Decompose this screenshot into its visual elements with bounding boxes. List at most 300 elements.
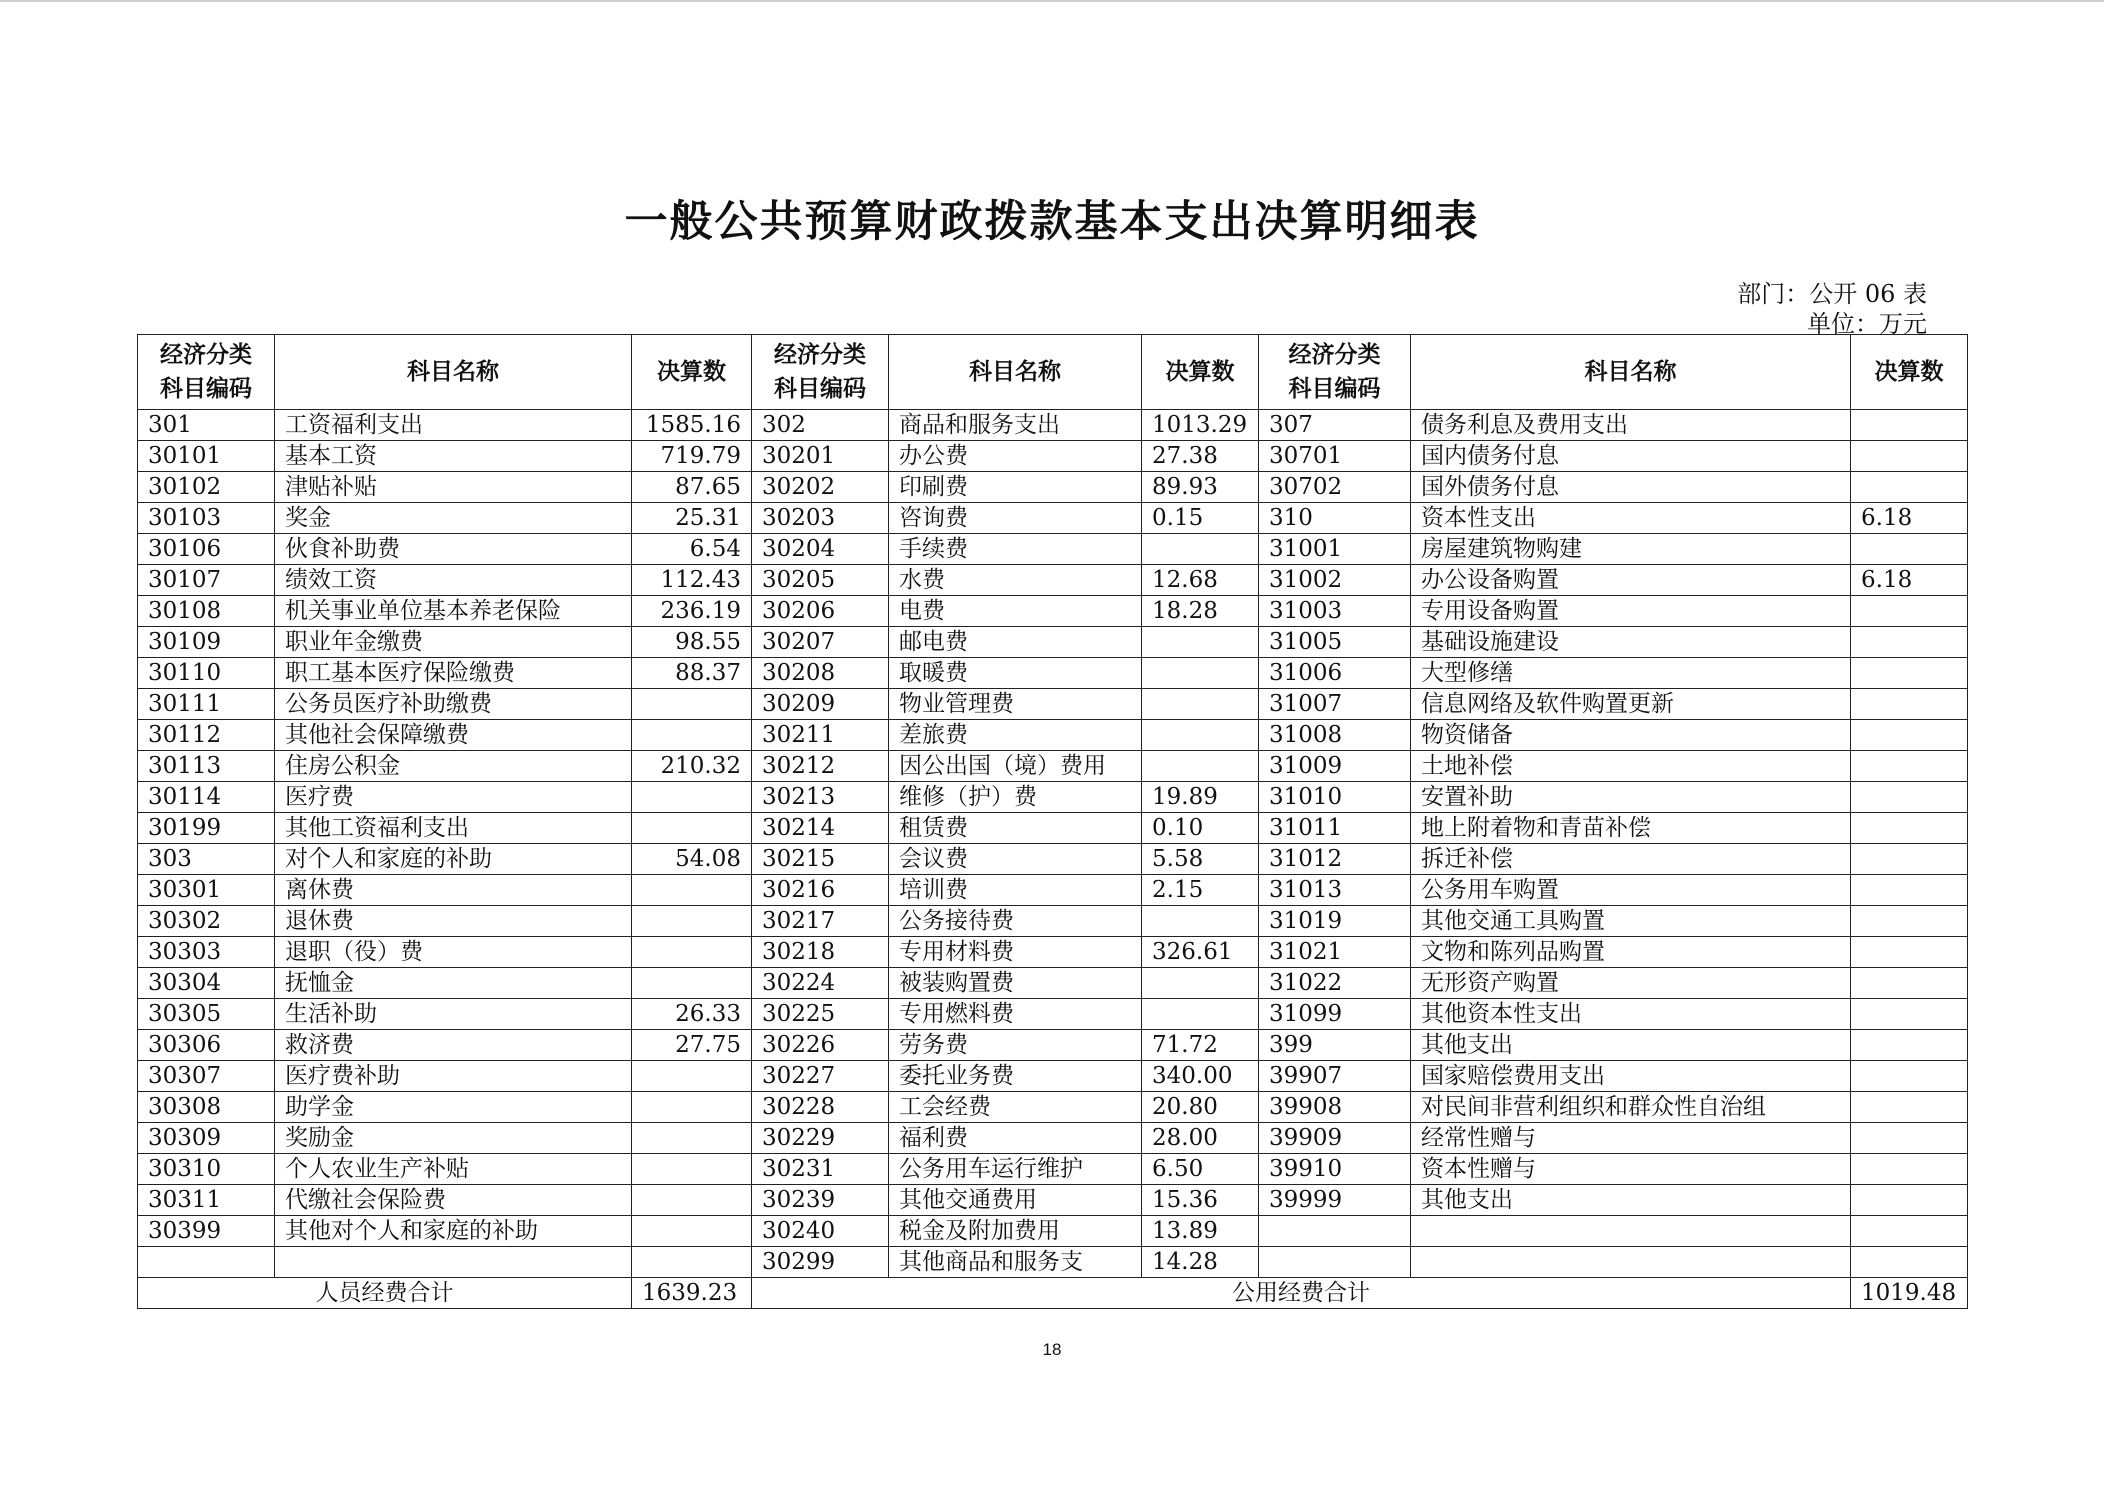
public-total-value: 1019.48 bbox=[1851, 1278, 1968, 1309]
header-code-1: 经济分类 科目编码 bbox=[138, 335, 275, 410]
amount-cell: 236.19 bbox=[632, 596, 752, 627]
amount-cell bbox=[1851, 1247, 1968, 1278]
name-cell: 办公费 bbox=[889, 441, 1142, 472]
table-row bbox=[138, 627, 1968, 658]
code-cell: 30229 bbox=[752, 1123, 889, 1154]
code-cell: 30114 bbox=[138, 782, 275, 813]
name-cell: 职业年金缴费 bbox=[275, 627, 632, 658]
name-cell: 住房公积金 bbox=[275, 751, 632, 782]
amount-cell bbox=[1851, 410, 1968, 441]
amount-cell: 112.43 bbox=[632, 565, 752, 596]
code-cell: 30102 bbox=[138, 472, 275, 503]
name-cell: 公务用车购置 bbox=[1411, 875, 1851, 906]
name-cell: 印刷费 bbox=[889, 472, 1142, 503]
code-cell: 30204 bbox=[752, 534, 889, 565]
amount-cell bbox=[632, 1061, 752, 1092]
code-cell: 30303 bbox=[138, 937, 275, 968]
code-cell: 30225 bbox=[752, 999, 889, 1030]
table-row bbox=[138, 1185, 1968, 1216]
code-cell: 30215 bbox=[752, 844, 889, 875]
amount-cell bbox=[632, 968, 752, 999]
code-cell: 30217 bbox=[752, 906, 889, 937]
amount-cell: 28.00 bbox=[1142, 1123, 1259, 1154]
table-row bbox=[138, 906, 1968, 937]
amount-cell: 6.54 bbox=[632, 534, 752, 565]
code-cell: 39907 bbox=[1259, 1061, 1411, 1092]
code-cell: 30311 bbox=[138, 1185, 275, 1216]
personnel-total-label: 人员经费合计 bbox=[138, 1278, 632, 1309]
name-cell bbox=[275, 1247, 632, 1278]
amount-cell bbox=[1851, 844, 1968, 875]
amount-cell bbox=[632, 782, 752, 813]
code-cell: 30305 bbox=[138, 999, 275, 1030]
name-cell: 租赁费 bbox=[889, 813, 1142, 844]
table-row bbox=[138, 813, 1968, 844]
amount-cell: 20.80 bbox=[1142, 1092, 1259, 1123]
table-row bbox=[138, 534, 1968, 565]
name-cell: 其他交通费用 bbox=[889, 1185, 1142, 1216]
name-cell: 国外债务付息 bbox=[1411, 472, 1851, 503]
top-border-line bbox=[0, 0, 2104, 2]
name-cell: 对个人和家庭的补助 bbox=[275, 844, 632, 875]
code-cell: 30216 bbox=[752, 875, 889, 906]
name-cell: 代缴社会保险费 bbox=[275, 1185, 632, 1216]
table-row bbox=[138, 472, 1968, 503]
table-row bbox=[138, 1092, 1968, 1123]
header-code-2: 经济分类 科目编码 bbox=[752, 335, 889, 410]
code-cell: 31007 bbox=[1259, 689, 1411, 720]
name-cell: 信息网络及软件购置更新 bbox=[1411, 689, 1851, 720]
amount-cell bbox=[1851, 1123, 1968, 1154]
amount-cell bbox=[1851, 906, 1968, 937]
code-cell: 30399 bbox=[138, 1216, 275, 1247]
code-cell: 30702 bbox=[1259, 472, 1411, 503]
amount-cell: 6.50 bbox=[1142, 1154, 1259, 1185]
code-cell: 30227 bbox=[752, 1061, 889, 1092]
amount-cell bbox=[1851, 999, 1968, 1030]
amount-cell: 15.36 bbox=[1142, 1185, 1259, 1216]
code-cell: 31005 bbox=[1259, 627, 1411, 658]
code-cell: 30304 bbox=[138, 968, 275, 999]
amount-cell bbox=[1851, 720, 1968, 751]
name-cell: 基础设施建设 bbox=[1411, 627, 1851, 658]
name-cell: 债务利息及费用支出 bbox=[1411, 410, 1851, 441]
name-cell: 电费 bbox=[889, 596, 1142, 627]
amount-cell bbox=[1851, 751, 1968, 782]
amount-cell: 1585.16 bbox=[632, 410, 752, 441]
table-row bbox=[138, 503, 1968, 534]
page-title: 一般公共预算财政拨款基本支出决算明细表 bbox=[624, 197, 1480, 247]
code-cell: 30231 bbox=[752, 1154, 889, 1185]
code-cell: 30213 bbox=[752, 782, 889, 813]
table-row bbox=[138, 1061, 1968, 1092]
code-cell bbox=[1259, 1247, 1411, 1278]
totals-row bbox=[138, 1278, 1968, 1309]
code-cell: 30103 bbox=[138, 503, 275, 534]
amount-cell bbox=[1851, 1216, 1968, 1247]
name-cell: 咨询费 bbox=[889, 503, 1142, 534]
name-cell: 绩效工资 bbox=[275, 565, 632, 596]
name-cell: 其他对个人和家庭的补助 bbox=[275, 1216, 632, 1247]
code-cell: 30302 bbox=[138, 906, 275, 937]
name-cell: 退休费 bbox=[275, 906, 632, 937]
code-cell: 30307 bbox=[138, 1061, 275, 1092]
code-cell: 30208 bbox=[752, 658, 889, 689]
expenditure-detail-table bbox=[137, 334, 1968, 1309]
code-cell: 31099 bbox=[1259, 999, 1411, 1030]
table-row bbox=[138, 410, 1968, 441]
amount-cell: 27.38 bbox=[1142, 441, 1259, 472]
unit-label: 单位：万元 bbox=[1807, 310, 1927, 338]
amount-cell bbox=[1851, 968, 1968, 999]
amount-cell: 26.33 bbox=[632, 999, 752, 1030]
amount-cell: 18.28 bbox=[1142, 596, 1259, 627]
code-cell: 30218 bbox=[752, 937, 889, 968]
code-cell: 30226 bbox=[752, 1030, 889, 1061]
amount-cell: 87.65 bbox=[632, 472, 752, 503]
amount-cell bbox=[632, 720, 752, 751]
name-cell: 文物和陈列品购置 bbox=[1411, 937, 1851, 968]
name-cell: 其他资本性支出 bbox=[1411, 999, 1851, 1030]
code-cell: 30240 bbox=[752, 1216, 889, 1247]
header-amount-2: 决算数 bbox=[1142, 335, 1259, 410]
name-cell: 物资储备 bbox=[1411, 720, 1851, 751]
code-cell: 30107 bbox=[138, 565, 275, 596]
name-cell: 土地补偿 bbox=[1411, 751, 1851, 782]
table-row bbox=[138, 565, 1968, 596]
amount-cell bbox=[1851, 472, 1968, 503]
code-cell: 31010 bbox=[1259, 782, 1411, 813]
table-row bbox=[138, 844, 1968, 875]
amount-cell bbox=[1851, 1030, 1968, 1061]
code-cell: 302 bbox=[752, 410, 889, 441]
name-cell: 助学金 bbox=[275, 1092, 632, 1123]
personnel-total-value: 1639.23 bbox=[632, 1278, 752, 1309]
code-cell: 31009 bbox=[1259, 751, 1411, 782]
amount-cell: 14.28 bbox=[1142, 1247, 1259, 1278]
code-cell: 31012 bbox=[1259, 844, 1411, 875]
name-cell: 因公出国（境）费用 bbox=[889, 751, 1142, 782]
code-cell: 30202 bbox=[752, 472, 889, 503]
header-name-1: 科目名称 bbox=[275, 335, 632, 410]
amount-cell: 0.15 bbox=[1142, 503, 1259, 534]
code-cell: 31001 bbox=[1259, 534, 1411, 565]
header-row bbox=[138, 335, 1968, 410]
amount-cell bbox=[1851, 1154, 1968, 1185]
amount-cell: 25.31 bbox=[632, 503, 752, 534]
name-cell: 福利费 bbox=[889, 1123, 1142, 1154]
name-cell: 其他支出 bbox=[1411, 1185, 1851, 1216]
code-cell: 30306 bbox=[138, 1030, 275, 1061]
amount-cell bbox=[1851, 658, 1968, 689]
amount-cell bbox=[632, 906, 752, 937]
name-cell: 对民间非营利组织和群众性自治组 bbox=[1411, 1092, 1851, 1123]
amount-cell bbox=[632, 937, 752, 968]
amount-cell bbox=[1142, 627, 1259, 658]
amount-cell bbox=[1142, 906, 1259, 937]
code-cell: 30112 bbox=[138, 720, 275, 751]
name-cell: 津贴补贴 bbox=[275, 472, 632, 503]
table-dept-label: 部门：公开 06 表 bbox=[1737, 280, 1927, 308]
name-cell: 医疗费 bbox=[275, 782, 632, 813]
table-row bbox=[138, 1123, 1968, 1154]
code-cell: 30199 bbox=[138, 813, 275, 844]
amount-cell bbox=[1851, 875, 1968, 906]
code-cell: 31013 bbox=[1259, 875, 1411, 906]
amount-cell: 719.79 bbox=[632, 441, 752, 472]
name-cell: 差旅费 bbox=[889, 720, 1142, 751]
name-cell: 其他社会保障缴费 bbox=[275, 720, 632, 751]
amount-cell bbox=[1142, 751, 1259, 782]
amount-cell: 6.18 bbox=[1851, 565, 1968, 596]
name-cell: 其他交通工具购置 bbox=[1411, 906, 1851, 937]
code-cell: 31002 bbox=[1259, 565, 1411, 596]
amount-cell bbox=[1142, 534, 1259, 565]
amount-cell: 27.75 bbox=[632, 1030, 752, 1061]
amount-cell bbox=[632, 689, 752, 720]
code-cell: 30239 bbox=[752, 1185, 889, 1216]
amount-cell: 2.15 bbox=[1142, 875, 1259, 906]
amount-cell bbox=[632, 1154, 752, 1185]
amount-cell bbox=[632, 875, 752, 906]
name-cell: 安置补助 bbox=[1411, 782, 1851, 813]
name-cell bbox=[1411, 1247, 1851, 1278]
amount-cell bbox=[1851, 1061, 1968, 1092]
table-row bbox=[138, 1030, 1968, 1061]
header-name-3: 科目名称 bbox=[1411, 335, 1851, 410]
amount-cell bbox=[1851, 782, 1968, 813]
name-cell: 国家赔偿费用支出 bbox=[1411, 1061, 1851, 1092]
code-cell: 39999 bbox=[1259, 1185, 1411, 1216]
name-cell: 水费 bbox=[889, 565, 1142, 596]
amount-cell: 340.00 bbox=[1142, 1061, 1259, 1092]
table-row bbox=[138, 782, 1968, 813]
amount-cell bbox=[1142, 689, 1259, 720]
code-cell: 31011 bbox=[1259, 813, 1411, 844]
table-row bbox=[138, 689, 1968, 720]
name-cell: 退职（役）费 bbox=[275, 937, 632, 968]
amount-cell bbox=[1851, 441, 1968, 472]
name-cell: 其他支出 bbox=[1411, 1030, 1851, 1061]
header-code-3: 经济分类 科目编码 bbox=[1259, 335, 1411, 410]
amount-cell bbox=[1142, 658, 1259, 689]
name-cell: 专用燃料费 bbox=[889, 999, 1142, 1030]
code-cell: 30203 bbox=[752, 503, 889, 534]
code-cell: 39910 bbox=[1259, 1154, 1411, 1185]
amount-cell bbox=[1851, 627, 1968, 658]
code-cell: 30299 bbox=[752, 1247, 889, 1278]
amount-cell bbox=[1851, 596, 1968, 627]
name-cell: 公务员医疗补助缴费 bbox=[275, 689, 632, 720]
header-name-2: 科目名称 bbox=[889, 335, 1142, 410]
code-cell: 39908 bbox=[1259, 1092, 1411, 1123]
page-number: 18 bbox=[1042, 1340, 1062, 1359]
name-cell: 培训费 bbox=[889, 875, 1142, 906]
name-cell: 公务接待费 bbox=[889, 906, 1142, 937]
amount-cell bbox=[1142, 968, 1259, 999]
name-cell: 维修（护）费 bbox=[889, 782, 1142, 813]
name-cell: 奖励金 bbox=[275, 1123, 632, 1154]
code-cell: 30310 bbox=[138, 1154, 275, 1185]
code-cell: 30201 bbox=[752, 441, 889, 472]
name-cell: 会议费 bbox=[889, 844, 1142, 875]
code-cell: 30106 bbox=[138, 534, 275, 565]
header-amount-3: 决算数 bbox=[1851, 335, 1968, 410]
code-cell: 30309 bbox=[138, 1123, 275, 1154]
name-cell: 资本性赠与 bbox=[1411, 1154, 1851, 1185]
name-cell: 物业管理费 bbox=[889, 689, 1142, 720]
name-cell: 专用设备购置 bbox=[1411, 596, 1851, 627]
name-cell: 救济费 bbox=[275, 1030, 632, 1061]
amount-cell: 210.32 bbox=[632, 751, 752, 782]
code-cell: 30224 bbox=[752, 968, 889, 999]
name-cell: 基本工资 bbox=[275, 441, 632, 472]
name-cell: 资本性支出 bbox=[1411, 503, 1851, 534]
amount-cell bbox=[1851, 937, 1968, 968]
name-cell: 无形资产购置 bbox=[1411, 968, 1851, 999]
name-cell: 劳务费 bbox=[889, 1030, 1142, 1061]
amount-cell: 5.58 bbox=[1142, 844, 1259, 875]
table-row bbox=[138, 937, 1968, 968]
name-cell: 公务用车运行维护 bbox=[889, 1154, 1142, 1185]
name-cell: 伙食补助费 bbox=[275, 534, 632, 565]
name-cell: 其他工资福利支出 bbox=[275, 813, 632, 844]
amount-cell bbox=[1142, 999, 1259, 1030]
amount-cell: 0.10 bbox=[1142, 813, 1259, 844]
code-cell: 30113 bbox=[138, 751, 275, 782]
code-cell: 31006 bbox=[1259, 658, 1411, 689]
code-cell: 30209 bbox=[752, 689, 889, 720]
code-cell: 307 bbox=[1259, 410, 1411, 441]
code-cell: 30228 bbox=[752, 1092, 889, 1123]
name-cell: 委托业务费 bbox=[889, 1061, 1142, 1092]
amount-cell bbox=[1851, 1092, 1968, 1123]
code-cell: 31022 bbox=[1259, 968, 1411, 999]
amount-cell bbox=[632, 1092, 752, 1123]
amount-cell: 71.72 bbox=[1142, 1030, 1259, 1061]
name-cell: 税金及附加费用 bbox=[889, 1216, 1142, 1247]
name-cell: 工会经费 bbox=[889, 1092, 1142, 1123]
table-row bbox=[138, 441, 1968, 472]
amount-cell bbox=[632, 1185, 752, 1216]
amount-cell bbox=[1142, 720, 1259, 751]
amount-cell bbox=[1851, 1185, 1968, 1216]
code-cell: 310 bbox=[1259, 503, 1411, 534]
code-cell: 31019 bbox=[1259, 906, 1411, 937]
name-cell: 邮电费 bbox=[889, 627, 1142, 658]
table-row bbox=[138, 1247, 1968, 1278]
name-cell: 房屋建筑物购建 bbox=[1411, 534, 1851, 565]
code-cell: 30110 bbox=[138, 658, 275, 689]
amount-cell: 54.08 bbox=[632, 844, 752, 875]
table-row bbox=[138, 751, 1968, 782]
code-cell: 399 bbox=[1259, 1030, 1411, 1061]
amount-cell: 88.37 bbox=[632, 658, 752, 689]
name-cell: 办公设备购置 bbox=[1411, 565, 1851, 596]
code-cell: 30206 bbox=[752, 596, 889, 627]
name-cell: 机关事业单位基本养老保险 bbox=[275, 596, 632, 627]
table-row bbox=[138, 875, 1968, 906]
code-cell: 30214 bbox=[752, 813, 889, 844]
amount-cell bbox=[632, 1247, 752, 1278]
amount-cell: 89.93 bbox=[1142, 472, 1259, 503]
amount-cell: 98.55 bbox=[632, 627, 752, 658]
table-row bbox=[138, 596, 1968, 627]
code-cell bbox=[138, 1247, 275, 1278]
name-cell: 国内债务付息 bbox=[1411, 441, 1851, 472]
table-row bbox=[138, 720, 1968, 751]
code-cell: 39909 bbox=[1259, 1123, 1411, 1154]
amount-cell bbox=[632, 1123, 752, 1154]
code-cell: 30101 bbox=[138, 441, 275, 472]
code-cell: 30308 bbox=[138, 1092, 275, 1123]
name-cell: 职工基本医疗保险缴费 bbox=[275, 658, 632, 689]
table-row bbox=[138, 1216, 1968, 1247]
table-row bbox=[138, 658, 1968, 689]
header-amount-1: 决算数 bbox=[632, 335, 752, 410]
name-cell: 拆迁补偿 bbox=[1411, 844, 1851, 875]
name-cell: 手续费 bbox=[889, 534, 1142, 565]
name-cell: 大型修缮 bbox=[1411, 658, 1851, 689]
code-cell: 31003 bbox=[1259, 596, 1411, 627]
public-total-label: 公用经费合计 bbox=[752, 1278, 1851, 1309]
code-cell: 30301 bbox=[138, 875, 275, 906]
amount-cell bbox=[632, 1216, 752, 1247]
amount-cell: 12.68 bbox=[1142, 565, 1259, 596]
table-row bbox=[138, 1154, 1968, 1185]
amount-cell bbox=[1851, 813, 1968, 844]
amount-cell bbox=[1851, 689, 1968, 720]
code-cell: 30212 bbox=[752, 751, 889, 782]
name-cell: 其他商品和服务支 bbox=[889, 1247, 1142, 1278]
code-cell bbox=[1259, 1216, 1411, 1247]
table-row bbox=[138, 999, 1968, 1030]
name-cell: 奖金 bbox=[275, 503, 632, 534]
name-cell: 生活补助 bbox=[275, 999, 632, 1030]
code-cell: 30109 bbox=[138, 627, 275, 658]
name-cell: 离休费 bbox=[275, 875, 632, 906]
code-cell: 31021 bbox=[1259, 937, 1411, 968]
name-cell: 医疗费补助 bbox=[275, 1061, 632, 1092]
code-cell: 30701 bbox=[1259, 441, 1411, 472]
name-cell: 被装购置费 bbox=[889, 968, 1142, 999]
amount-cell: 1013.29 bbox=[1142, 410, 1259, 441]
code-cell: 301 bbox=[138, 410, 275, 441]
code-cell: 30111 bbox=[138, 689, 275, 720]
amount-cell: 326.61 bbox=[1142, 937, 1259, 968]
name-cell: 工资福利支出 bbox=[275, 410, 632, 441]
code-cell: 30207 bbox=[752, 627, 889, 658]
amount-cell bbox=[632, 813, 752, 844]
table-body bbox=[138, 410, 1968, 1278]
name-cell: 地上附着物和青苗补偿 bbox=[1411, 813, 1851, 844]
name-cell bbox=[1411, 1216, 1851, 1247]
amount-cell bbox=[1851, 534, 1968, 565]
amount-cell: 6.18 bbox=[1851, 503, 1968, 534]
name-cell: 个人农业生产补贴 bbox=[275, 1154, 632, 1185]
code-cell: 31008 bbox=[1259, 720, 1411, 751]
table-row bbox=[138, 968, 1968, 999]
amount-cell: 13.89 bbox=[1142, 1216, 1259, 1247]
code-cell: 303 bbox=[138, 844, 275, 875]
name-cell: 经常性赠与 bbox=[1411, 1123, 1851, 1154]
code-cell: 30108 bbox=[138, 596, 275, 627]
amount-cell: 19.89 bbox=[1142, 782, 1259, 813]
name-cell: 商品和服务支出 bbox=[889, 410, 1142, 441]
name-cell: 取暖费 bbox=[889, 658, 1142, 689]
code-cell: 30211 bbox=[752, 720, 889, 751]
code-cell: 30205 bbox=[752, 565, 889, 596]
